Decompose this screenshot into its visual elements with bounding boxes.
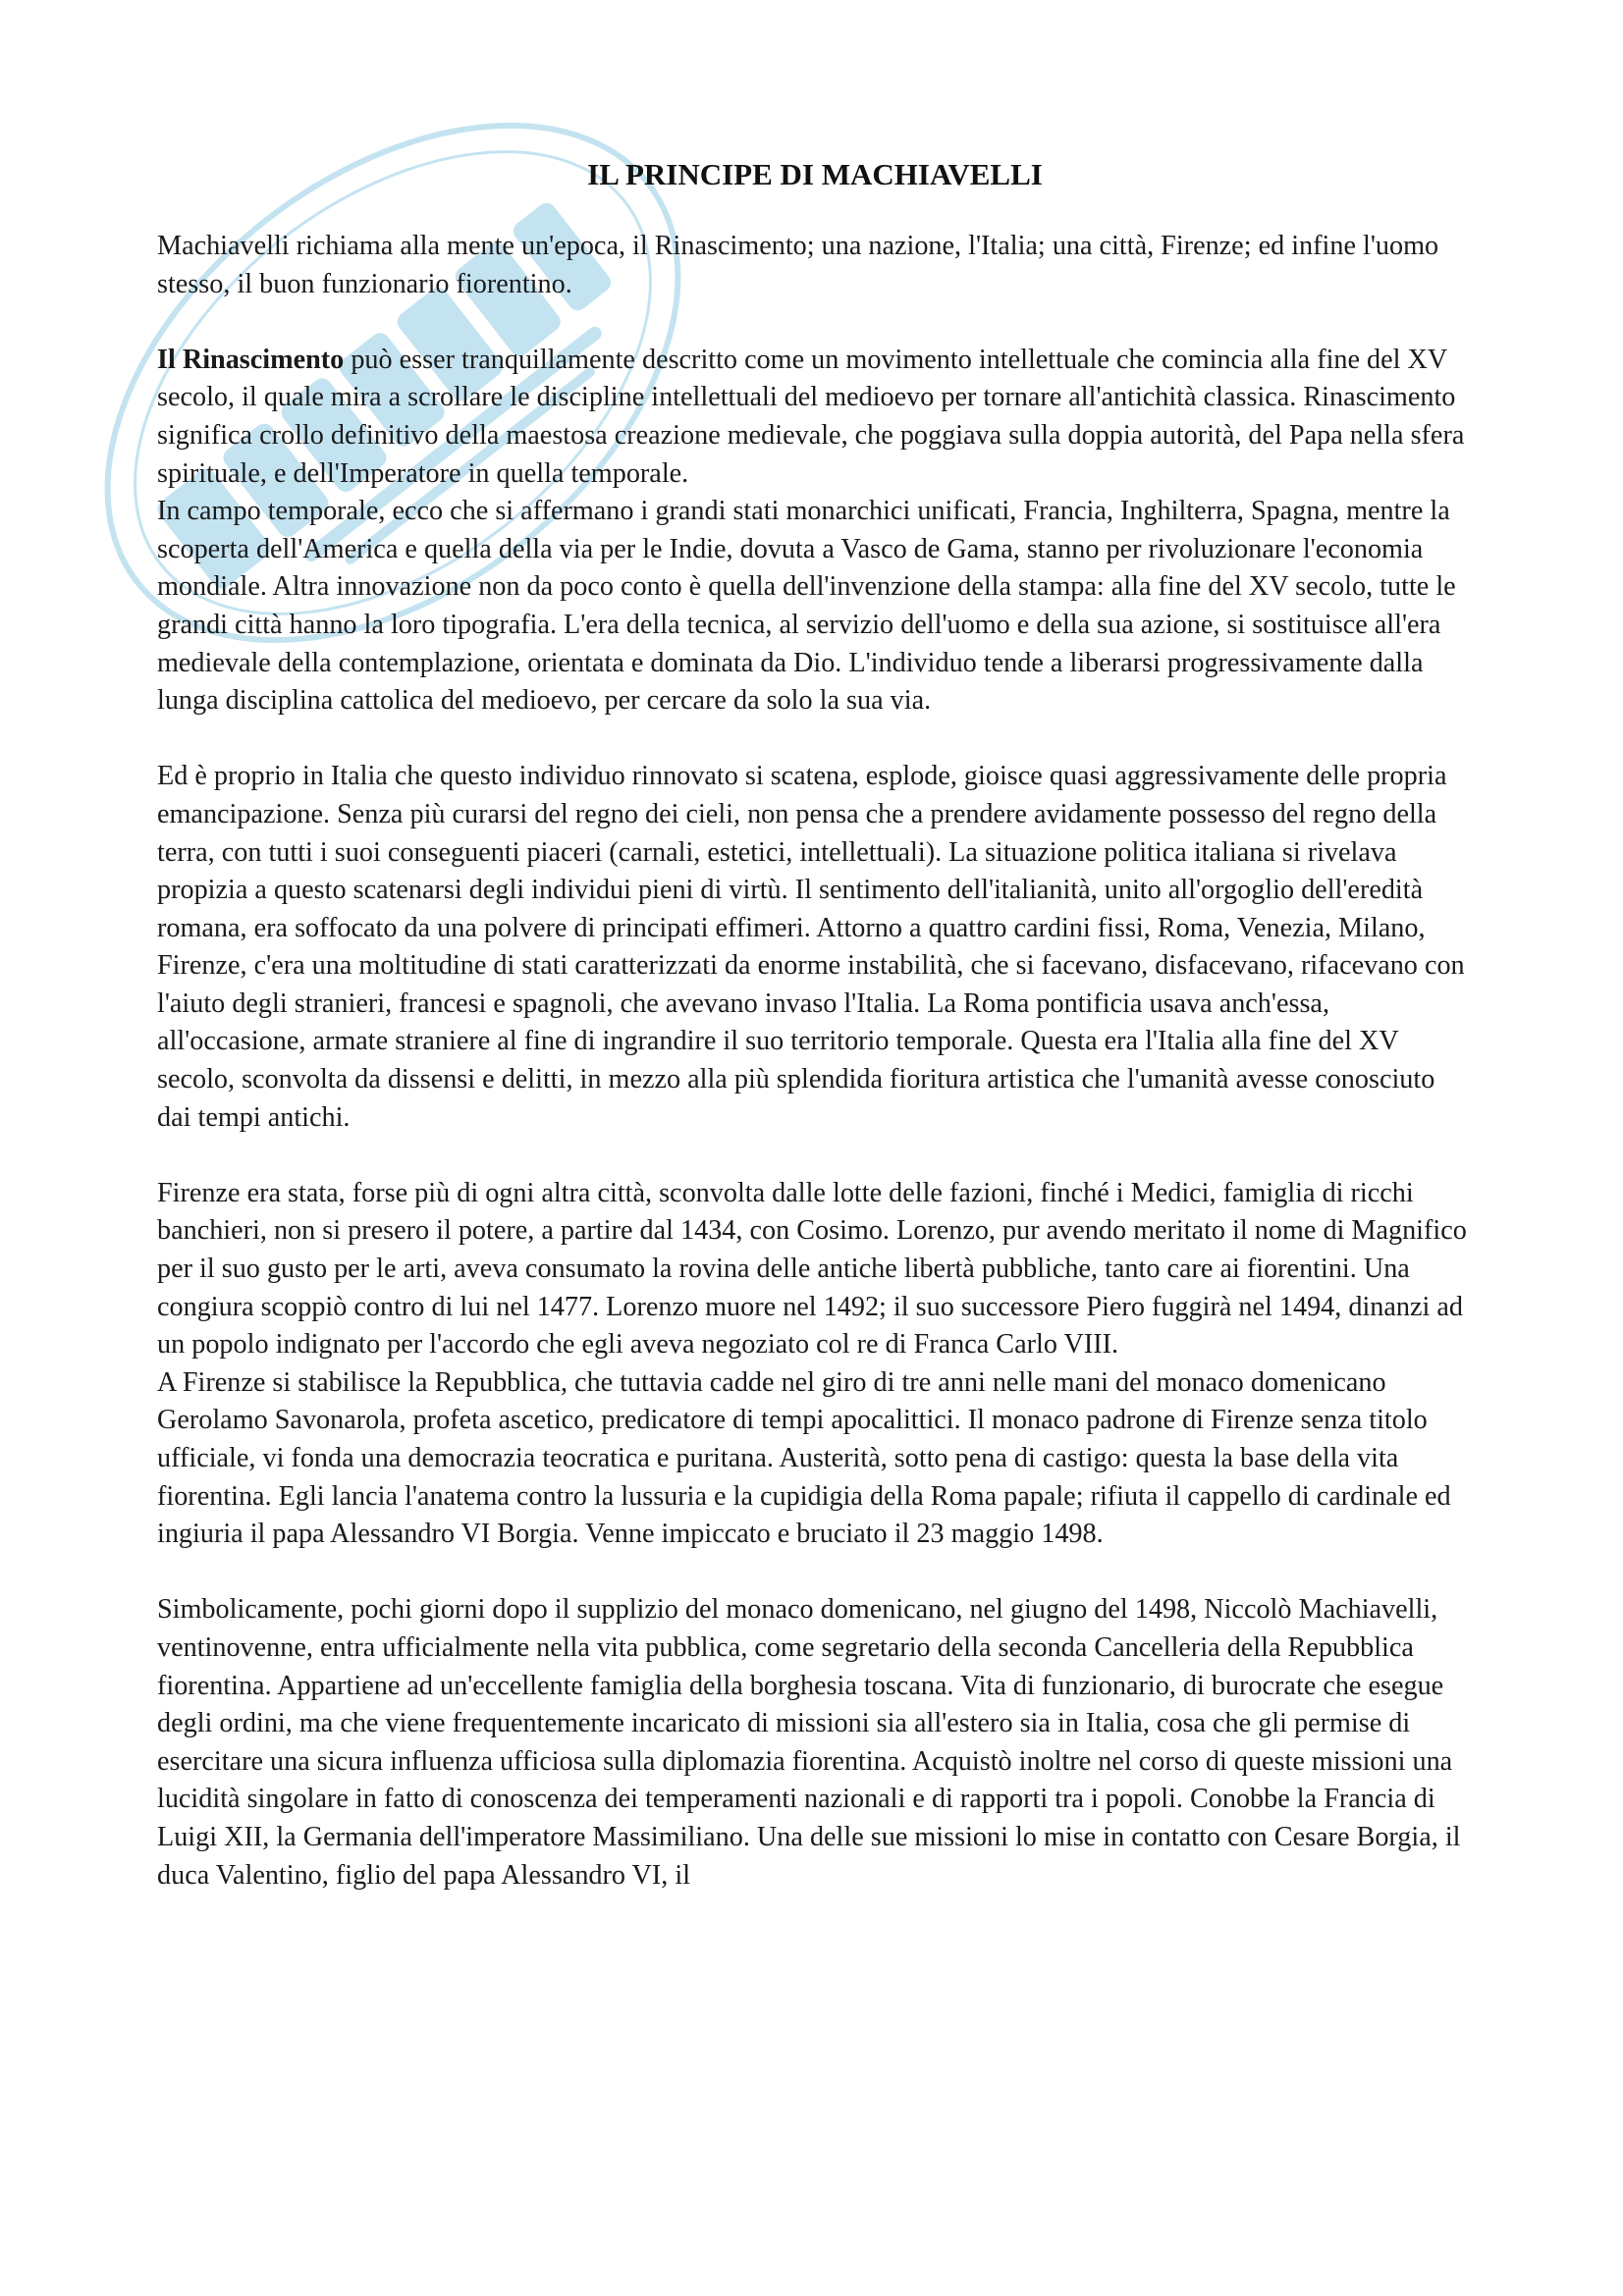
machiavelli-paragraph: Simbolicamente, pochi giorni dopo il supplizio del monaco domenicano, nel giugno del 1498, Niccolò Machiavelli, ventinovenne, entra ufficialmente nella vita pubblica, come segretario della seconda Cancelleria della Repubblica fiorentina. Appartiene ad un'eccellente famiglia della borghesia toscana. Vita di funzionario, di burocrate che esegue degli ordini, ma che viene frequentemente incaricato di missioni sia all'estero sia in Italia, cosa che gli permise di esercitare una sicura influenza ufficiosa sulla diplomazia fiorentina. Acquistò inoltre nel corso di queste missioni una lucidità singolare in fatto di conoscenza dei temperamenti nazionali e di rapporti tra i popoli. Conobbe la Francia di Luigi XII, la Germania dell'imperatore Massimiliano. Una delle sue missioni lo mise in contatto con Cesare Borgia, il duca Valentino, figlio del papa Alessandro VI, il (157, 1594, 1461, 1891)
paragraph-spacer (157, 1554, 1473, 1592)
paragraph-spacer (157, 303, 1473, 342)
rinascimento-heading: Il Rinascimento (157, 344, 345, 375)
page-title: IL PRINCIPE DI MACHIAVELLI (587, 157, 1043, 191)
italia-paragraph: Ed è proprio in Italia che questo individuo rinnovato si scatena, esplode, gioisce quasi aggressivamente delle propria emancipazione. Senza più curarsi del regno dei cieli, non pensa che a prendere avidamente possesso del regno della terra, con tutti i suoi conseguenti piaceri (carnali, estetici, intellettuali). La situazione politica italiana si rivelava propizia a questo scatenarsi degli individui pieni di virtù. Il sentimento dell'italianità, unito all'orgoglio dell'eredità romana, era soffocato da una polvere di principati effimeri. Attorno a quattro cardini fissi, Roma, Venezia, Milano, Firenze, c'era una moltitudine di stati caratterizzati da enorme instabilità, che si facevano, disfacevano, rifacevano con l'aiuto degli stranieri, francesi e spagnoli, che avevano invaso l'Italia. La Roma pontificia usava anch'essa, all'occasione, armate straniere al fine di ingrandire il suo territorio temporale. Questa era l'Italia alla fine del XV secolo, sconvolta da dissensi e delitti, in mezzo alla più splendida fioritura artistica che l'umanità avesse conosciuto dai tempi antichi. (157, 761, 1465, 1133)
rinascimento-paragraph (157, 342, 1473, 493)
repubblica-paragraph: A Firenze si stabilisce la Repubblica, che tuttavia cadde nel giro di tre anni nelle mani del monaco domenicano Gerolamo Savonarola, profeta ascetico, predicatore di tempi apocalittici. Il monaco padrone di Firenze senza titolo ufficiale, vi fonda una democrazia teocratica e puritana. Austerità, sotto pena di castigo: questa la base della vita fiorentina. Egli lancia l'anatema contro la lussuria e la cupidigia della Roma papale; rifiuta il cappello di cardinale ed ingiuria il papa Alessandro VI Borgia. Venne impiccato e bruciato il 23 maggio 1498. (157, 1366, 1451, 1550)
paragraph-spacer (157, 1137, 1473, 1175)
paragraph-spacer (157, 721, 1473, 759)
firenze-paragraph: Firenze era stata, forse più di ogni altra città, sconvolta dalle lotte delle fazioni, finché i Medici, famiglia di ricchi banchieri, non si presero il potere, a partire dal 1434, con Cosimo. Lorenzo, pur avendo meritato il nome di Magnifico per il suo gusto per le arti, aveva consumato la rovina delle antiche libertà pubbliche, tanto care ai fiorentini. Una congiura scoppiò contro di lui nel 1477. Lorenzo muore nel 1492; il suo successore Piero fuggirà nel 1494, dinanzi ad un popolo indignato per l'accordo che egli aveva negoziato col re di Franca Carlo VIII. (157, 1177, 1467, 1361)
intro-paragraph: Machiavelli richiama alla mente un'epoca, il Rinascimento; una nazione, l'Italia; una città, Firenze; ed infine l'uomo stesso, il buon funzionario fiorentino. (157, 231, 1439, 299)
document-body (157, 155, 1473, 1895)
rinascimento-text: può esser tranquillamente descritto come un movimento intellettuale che comincia alla fine del XV secolo, il quale mira a scrollare le discipline intellettuali del medioevo per tornare all'antichità classica. Rinascimento significa crollo definitivo della maestosa creazione medievale, che poggiava sulla doppia autorità, del Papa nella sfera spirituale, e dell'Imperatore in quella temporale. (157, 344, 1465, 489)
campo-temporale-paragraph: In campo temporale, ecco che si affermano i grandi stati monarchici unificati, Francia, Inghilterra, Spagna, mentre la scoperta dell'America e quella della via per le Indie, dovuta a Vasco de Gama, stanno per rivoluzionare l'economia mondiale. Altra innovazione non da poco conto è quella dell'invenzione della stampa: alla fine del XV secolo, tutte le grandi città hanno la loro tipografia. L'era della tecnica, al servizio dell'uomo e della sua azione, si sostituisce all'era medievale della contemplazione, orientata e dominata da Dio. L'individuo tende a liberarsi progressivamente dalla lunga disciplina cattolica del medioevo, per cercare da solo la sua via. (157, 496, 1456, 717)
